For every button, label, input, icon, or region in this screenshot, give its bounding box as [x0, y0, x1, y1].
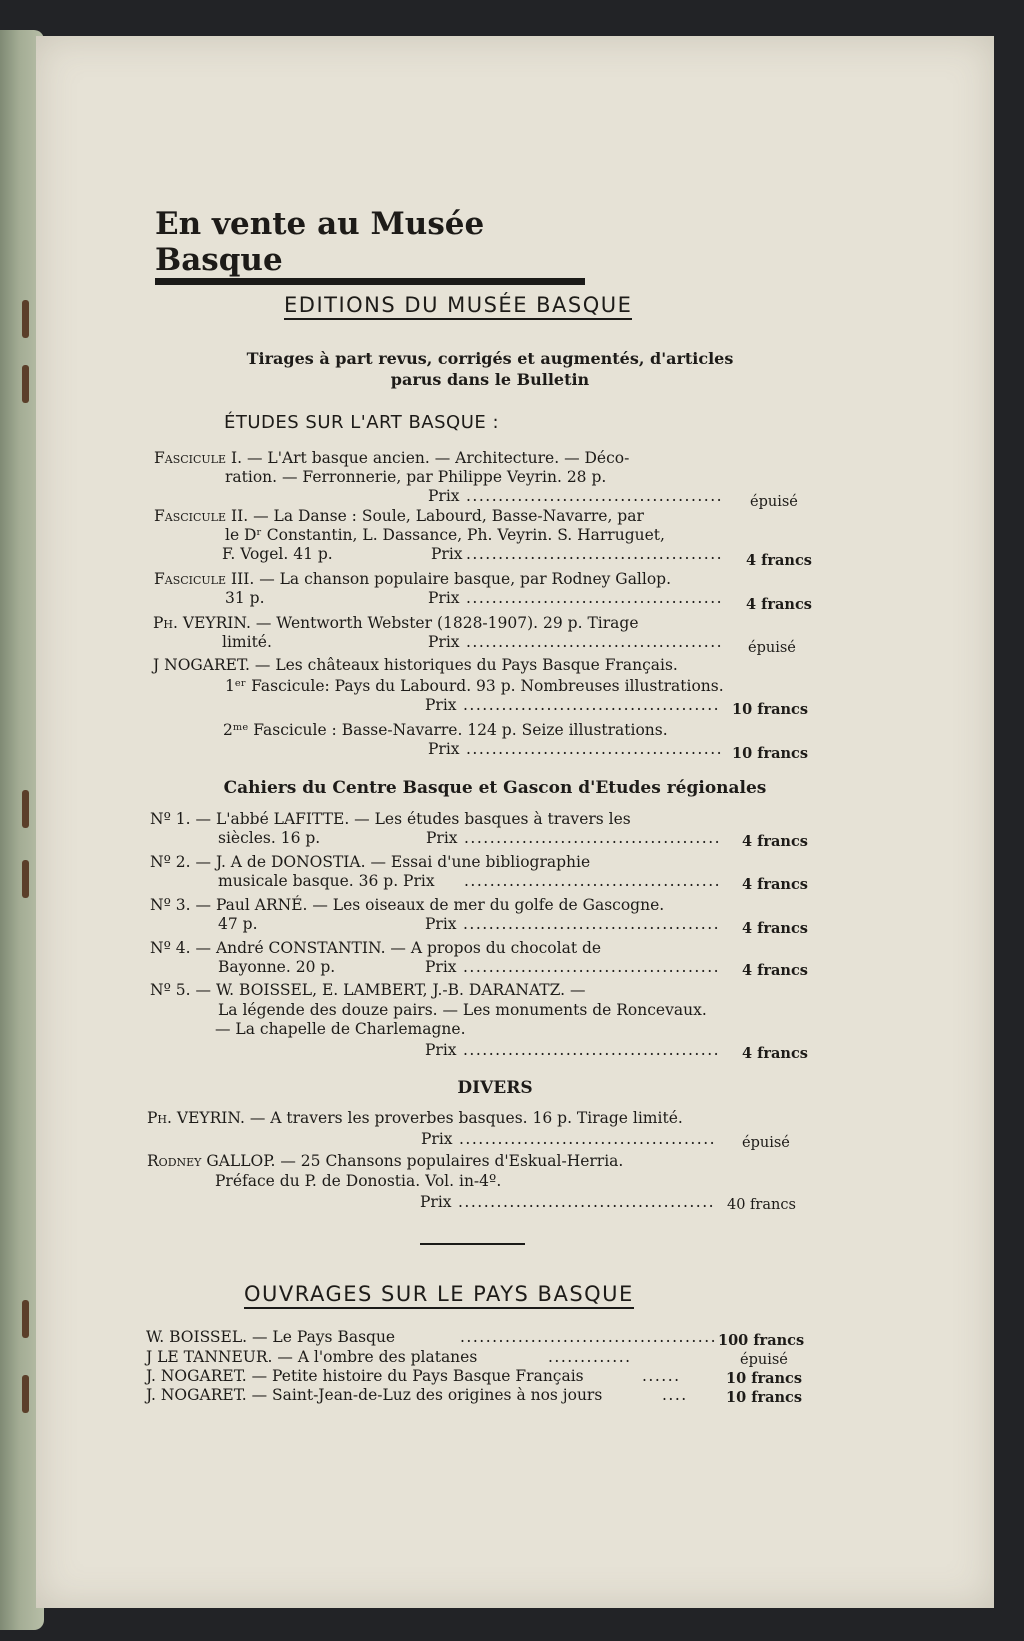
price-value: 4 francs — [746, 552, 812, 569]
entry-text: Bayonne. 20 p. — [218, 958, 336, 976]
entry-text: — Paul ARNÉ. — Les oiseaux de mer du golfe de Gascogne. — [195, 896, 665, 914]
entry-lead: Rodney GALLOP. — [147, 1152, 276, 1170]
entry-text: — Les châteaux historiques du Pays Basque Français. — [254, 656, 678, 674]
entry-text: — La Danse : Soule, Labourd, Basse-Navarre, par — [253, 507, 644, 525]
dot-leader: ........................................ — [460, 1328, 718, 1346]
dot-leader: ........................................ — [463, 696, 721, 714]
entry-text: 47 p. — [218, 915, 258, 933]
subtitle-line: Tirages à part revus, corrigés et augmentés, d'articles — [246, 349, 734, 368]
dot-leader: ........................................ — [463, 915, 721, 933]
list-item — [154, 449, 629, 469]
dot-leader: ........................................ — [466, 633, 724, 651]
entry-text: — L'abbé LAFITTE. — Les études basques à travers les — [195, 810, 631, 828]
prix-label: Prix — [425, 1041, 457, 1059]
prix-label: Prix — [425, 696, 457, 714]
prix-label: Prix — [431, 545, 463, 563]
section-heading-editions: EDITIONS DU MUSÉE BASQUE — [284, 293, 632, 320]
entry-text: — Wentworth Webster (1828-1907). 29 p. Tirage — [255, 614, 639, 632]
list-item — [153, 614, 639, 634]
binding-stitch — [22, 365, 29, 403]
dot-leader: ........................................ — [459, 1130, 717, 1148]
entry-text: J. NOGARET. — Saint-Jean-de-Luz des origines à nos jours — [146, 1386, 603, 1404]
entry-num: Nº 5. — [150, 981, 191, 999]
entry-text: — André CONSTANTIN. — A propos du chocolat de — [195, 939, 602, 957]
prix-label: Prix — [428, 487, 460, 505]
entry-lead: Fascicule — [154, 570, 227, 588]
entry-text: — A travers les proverbes basques. 16 p. Tirage limité. — [249, 1109, 683, 1127]
list-item — [147, 1152, 623, 1172]
entry-text: ration. — Ferronnerie, par Philippe Veyrin. 28 p. — [225, 468, 607, 486]
entry-text: La légende des douze pairs. — Les monuments de Roncevaux. — [218, 1001, 707, 1019]
dot-leader: ........................................ — [464, 872, 722, 890]
prix-label: Prix — [425, 958, 457, 976]
entry-lead: Fascicule — [154, 449, 227, 467]
entry-num: Nº 4. — [150, 939, 191, 957]
entry-num: II. — [230, 507, 249, 525]
binding-stitch — [22, 1300, 29, 1338]
entry-num: Nº 3. — [150, 896, 191, 914]
price-value: 4 francs — [742, 833, 808, 850]
prix-label: Prix — [425, 915, 457, 933]
entry-text: — L'Art basque ancien. — Architecture. — Déco- — [246, 449, 630, 467]
list-item — [150, 810, 631, 830]
prix-label: Prix — [426, 829, 458, 847]
binding-stitch — [22, 300, 29, 338]
price-value: 10 francs — [726, 1389, 803, 1406]
dot-leader: .... — [662, 1386, 688, 1404]
entry-text: Préface du P. de Donostia. Vol. in-4º. — [215, 1172, 502, 1190]
prix-label: Prix — [421, 1130, 453, 1148]
dot-leader: ........................................ — [463, 1041, 721, 1059]
entry-num: Nº 2. — [150, 853, 191, 871]
entry-text: — J. A de DONOSTIA. — Essai d'une bibliographie — [195, 853, 591, 871]
section-heading-ouvrages: OUVRAGES SUR LE PAYS BASQUE — [244, 1282, 634, 1309]
entry-text: — 25 Chansons populaires d'Eskual-Herria. — [280, 1152, 624, 1170]
divider — [420, 1243, 525, 1245]
prix-label: Prix — [428, 633, 460, 651]
price-value: 10 francs — [732, 701, 809, 718]
entry-text: W. BOISSEL. — Le Pays Basque — [146, 1328, 396, 1346]
prix-label: Prix — [420, 1193, 452, 1211]
binding-stitch — [22, 860, 29, 898]
list-item — [146, 1386, 602, 1406]
dot-leader: ........................................ — [458, 1193, 716, 1211]
entry-lead: Fascicule — [154, 507, 227, 525]
price-value: épuisé — [748, 640, 796, 656]
dot-leader: ...... — [642, 1367, 681, 1385]
list-item — [150, 853, 590, 873]
entry-num: I. — [230, 449, 243, 467]
entry-num: Nº 1. — [150, 810, 191, 828]
price-value: 10 francs — [732, 745, 809, 762]
price-value: 10 francs — [726, 1370, 803, 1387]
price-value: 4 francs — [742, 876, 808, 893]
price-value: épuisé — [740, 1352, 788, 1368]
list-item — [150, 896, 664, 916]
list-item — [154, 507, 644, 527]
entry-text: — La chanson populaire basque, par Rodney Gallop. — [259, 570, 672, 588]
entry-text: J LE TANNEUR. — A l'ombre des platanes — [146, 1348, 478, 1366]
price-value: 4 francs — [746, 596, 812, 613]
entry-lead: Ph. VEYRIN. — [147, 1109, 245, 1127]
prix-label: Prix — [428, 740, 460, 758]
entry-text: 1ᵉʳ Fascicule: Pays du Labourd. 93 p. Nombreuses illustrations. — [225, 677, 724, 695]
entry-text: limité. — [222, 633, 272, 651]
list-item — [147, 1109, 683, 1129]
list-item — [150, 939, 601, 959]
entry-num: III. — [230, 570, 255, 588]
etudes-heading: ÉTUDES SUR L'ART BASQUE : — [224, 412, 500, 433]
entry-text: — W. BOISSEL, E. LAMBERT, J.-B. DARANATZ. — — [195, 981, 586, 999]
entry-text: 31 p. — [225, 589, 265, 607]
price-value: 4 francs — [742, 1045, 808, 1062]
list-item — [146, 1348, 477, 1368]
entry-text: J. NOGARET. — Petite histoire du Pays Basque Français — [146, 1367, 584, 1385]
list-item — [146, 1328, 395, 1348]
binding-stitch — [22, 1375, 29, 1413]
price-value: épuisé — [742, 1135, 790, 1151]
entry-lead: J NOGARET. — [153, 656, 250, 674]
section-title-divers: DIVERS — [457, 1078, 533, 1098]
entry-text: le Dʳ Constantin, L. Dassance, Ph. Veyrin. S. Harruguet, — [225, 526, 665, 544]
price-value: 4 francs — [742, 920, 808, 937]
price-value: épuisé — [750, 494, 798, 510]
price-value: 4 francs — [742, 962, 808, 979]
section-title-cahiers: Cahiers du Centre Basque et Gascon d'Etudes régionales — [223, 778, 767, 798]
list-item — [146, 1367, 584, 1387]
entry-text: F. Vogel. 41 p. — [222, 545, 333, 563]
dot-leader: ........................................ — [464, 829, 722, 847]
dot-leader: ........................................ — [466, 740, 724, 758]
list-item — [153, 656, 678, 676]
entry-text: 2ᵐᵉ Fascicule : Basse-Navarre. 124 p. Seize illustrations. — [223, 721, 668, 739]
dot-leader: ............. — [548, 1348, 632, 1366]
entry-lead: Ph. VEYRIN. — [153, 614, 251, 632]
price-value: 40 francs — [727, 1197, 796, 1213]
list-item — [150, 981, 586, 1001]
dot-leader: ........................................ — [466, 545, 724, 563]
entry-text: musicale basque. 36 p. Prix — [218, 872, 435, 890]
dot-leader: ........................................ — [466, 589, 724, 607]
page-title: En vente au Musée Basque — [155, 206, 585, 285]
list-item — [154, 570, 671, 590]
entry-text: — La chapelle de Charlemagne. — [215, 1020, 466, 1038]
entry-text: siècles. 16 p. — [218, 829, 321, 847]
binding-stitch — [22, 790, 29, 828]
price-value: 100 francs — [718, 1332, 805, 1349]
dot-leader: ........................................ — [463, 958, 721, 976]
subtitle-line: parus dans le Bulletin — [390, 370, 590, 389]
dot-leader: ........................................ — [466, 487, 724, 505]
prix-label: Prix — [428, 589, 460, 607]
